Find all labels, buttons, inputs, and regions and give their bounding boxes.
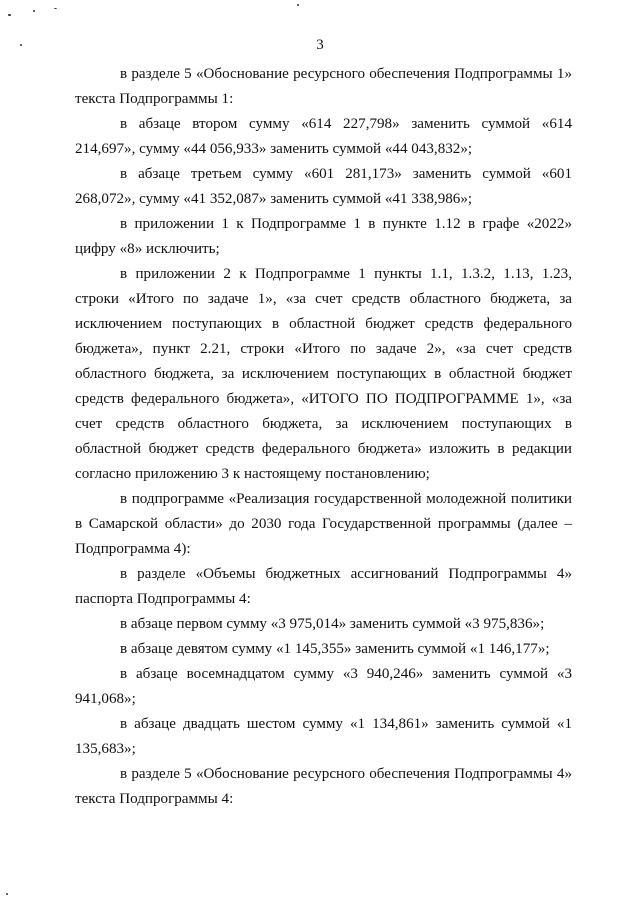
page-number: 3: [316, 37, 324, 53]
paragraph-section5-subprogram1: в разделе 5 «Обоснование ресурсного обеспечения Подпрограммы 1» текста Подпрограммы 1:: [75, 66, 572, 107]
paragraph-budget-section: в разделе «Объемы бюджетных ассигнований Подпрограммы 4» паспорта Подпрограммы 4:: [75, 566, 572, 607]
paragraph-subprogram4-intro: в подпрограмме «Реализация государственной молодежной политики в Самарской области» до 2030 года Государственной программы (далее – Подпрограмма 4):: [75, 491, 572, 557]
scan-speck-3: [54, 8, 57, 9]
paragraph-section5-subprogram4: в разделе 5 «Обоснование ресурсного обеспечения Подпрограммы 4» текста Подпрограммы 4:: [75, 766, 572, 807]
paragraph-ninth-abzac: в абзаце девятом сумму «1 145,355» заменить суммой «1 146,177»;: [120, 641, 550, 657]
document-body: [75, 62, 572, 812]
scan-speck-6: [6, 893, 8, 895]
paragraph-eighteenth-abzac: в абзаце восемнадцатом сумму «3 940,246» заменить суммой «3 941,068»;: [75, 666, 572, 707]
paragraph-appendix1: в приложении 1 к Подпрограмме 1 в пункте 1.12 в графе «2022» цифру «8» исключить;: [75, 216, 572, 257]
paragraph-appendix2: в приложении 2 к Подпрограмме 1 пункты 1.1, 1.3.2, 1.13, 1.23, строки «Итого по задаче 1», «за счет средств областного бюджета, за исключением поступающих в областной бюджет средств федерального бюджета», пункт 2.21, строки «Итого по задаче 2», «за счет средств областного бюджета, за исключением поступающих в областной бюджет средств федерального бюджета», «ИТОГО ПО ПОДПРОГРАММЕ 1», «за счет средств областного бюджета, за исключением поступающих в областной бюджет средств федерального бюджета» изложить в редакции согласно приложению 3 к настоящему постановлению;: [75, 266, 572, 482]
scan-speck-1: [8, 14, 11, 16]
scan-speck-5: [297, 4, 299, 6]
scan-speck-2: [33, 10, 35, 12]
paragraph-twenty-sixth-abzac: в абзаце двадцать шестом сумму «1 134,861» заменить суммой «1 135,683»;: [75, 716, 572, 757]
paragraph-second-abzac: в абзаце втором сумму «614 227,798» заменить суммой «614 214,697», сумму «44 056,933» заменить суммой «44 043,832»;: [75, 116, 572, 157]
paragraph-first-abzac: в абзаце первом сумму «3 975,014» заменить суммой «3 975,836»;: [120, 616, 545, 632]
paragraph-third-abzac: в абзаце третьем сумму «601 281,173» заменить суммой «601 268,072», сумму «41 352,087» заменить суммой «41 338,986»;: [75, 166, 572, 207]
